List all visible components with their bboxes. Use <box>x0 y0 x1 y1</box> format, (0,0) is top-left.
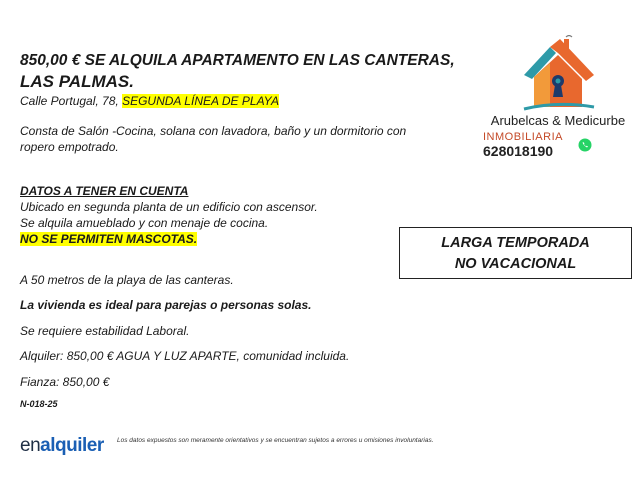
details-header: DATOS A TENER EN CUENTA <box>20 184 189 198</box>
listing-title-line1: 850,00 € SE ALQUILA APARTAMENTO EN LAS CANTERAS, <box>20 52 455 69</box>
rental-term-line2: NO VACACIONAL <box>454 256 577 272</box>
agency-name: Arubelcas & Medicurbe <box>490 113 626 128</box>
rent-price: Alquiler: 850,00 € AGUA Y LUZ APARTE, comunidad incluida. <box>20 349 350 363</box>
listing-description: Consta de Salón -Cocina, solana con lavadora, baño y un dormitorio con ropero empotrado. <box>20 124 407 154</box>
address-highlight: SEGUNDA LÍNEA DE PLAYA <box>122 94 280 108</box>
rental-term-box <box>399 227 632 279</box>
listing-address <box>20 94 279 108</box>
enalquiler-logo <box>20 435 104 457</box>
agency-phone: 628018190 <box>483 143 554 159</box>
agency-subtitle: INMOBILIARIA <box>483 131 563 143</box>
stability-requirement: Se requiere estabilidad Laboral. <box>20 324 190 338</box>
agency-house-logo-icon <box>520 35 598 113</box>
enalquiler-logo-en: en <box>20 435 41 456</box>
details-line-floor: Ubicado en segunda planta de un edificio con ascensor. <box>20 200 318 214</box>
deposit: Fianza: 850,00 € <box>20 375 110 389</box>
ideal-for: La vivienda es ideal para parejas o personas solas. <box>20 298 312 312</box>
rental-term-line1: LARGA TEMPORADA <box>441 235 590 251</box>
disclaimer: Los datos expuestos son meramente orientativos y se encuentran sujetos a errores u omisiones involuntarias. <box>117 437 434 444</box>
details-line-furnished: Se alquila amueblado y con menaje de cocina. <box>20 216 269 230</box>
whatsapp-icon <box>578 138 592 152</box>
enalquiler-logo-alquiler: alquiler <box>40 435 104 456</box>
no-pets-notice: NO SE PERMITEN MASCOTAS. <box>20 232 198 246</box>
beach-distance: A 50 metros de la playa de las canteras. <box>20 273 234 287</box>
address-text: Calle Portugal, 78, <box>20 94 119 108</box>
reference-code: N-018-25 <box>20 399 58 409</box>
listing-title-line2: LAS PALMAS. <box>20 72 134 91</box>
details-section <box>20 183 318 247</box>
listing-title <box>20 50 460 92</box>
